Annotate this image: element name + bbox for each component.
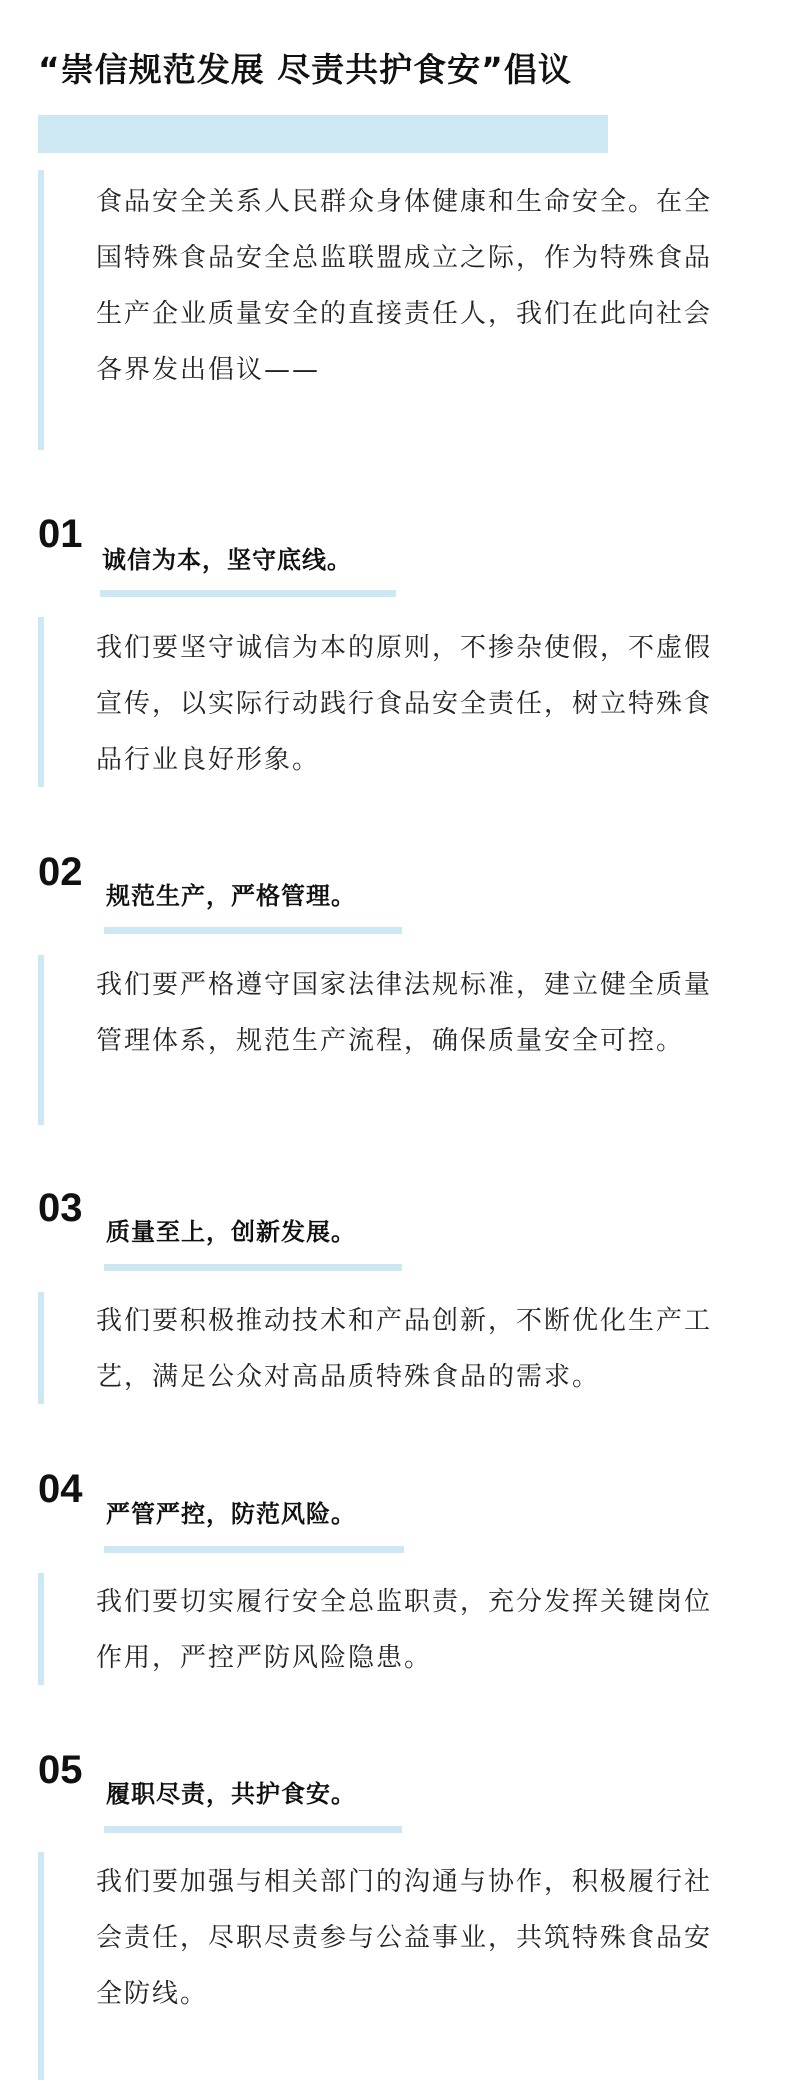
section-side-bar	[38, 1573, 44, 1685]
section-heading: 诚信为本，坚守底线。	[102, 546, 352, 574]
section-side-bar	[38, 955, 44, 1125]
section-heading-underline	[104, 927, 402, 934]
section-heading: 质量至上，创新发展。	[106, 1218, 356, 1246]
section-body: 我们要积极推动技术和产品创新，不断优化生产工艺，满足公众对高品质特殊食品的需求。	[96, 1306, 713, 1392]
section-number: 05	[38, 1748, 83, 1792]
section-heading-underline	[104, 1826, 402, 1833]
section-number: 04	[38, 1467, 83, 1511]
section-body: 我们要严格遵守国家法律法规标准，建立健全质量管理体系，规范生产流程，确保质量安全可控。	[96, 970, 713, 1056]
section-heading-underline	[104, 1546, 404, 1553]
page-title: “崇信规范发展 尽责共护食安”倡议	[38, 50, 572, 89]
section-body: 我们要坚守诚信为本的原则，不掺杂使假，不虚假宣传，以实际行动践行食品安全责任，树立特殊食品行业良好形象。	[96, 633, 713, 775]
section-heading-underline	[100, 590, 396, 597]
section-heading: 严管严控，防范风险。	[106, 1500, 356, 1528]
section-heading: 规范生产，严格管理。	[106, 882, 356, 910]
section-heading-underline	[104, 1264, 402, 1271]
intro-side-bar	[38, 170, 44, 450]
section-body: 我们要切实履行安全总监职责，充分发挥关键岗位作用，严控严防风险隐患。	[96, 1587, 713, 1673]
section-number: 02	[38, 850, 83, 894]
section-heading: 履职尽责，共护食安。	[106, 1780, 356, 1808]
section-number: 01	[38, 512, 83, 556]
section-side-bar	[38, 1292, 44, 1404]
section-body: 我们要加强与相关部门的沟通与协作，积极履行社会责任，尽职尽责参与公益事业，共筑特殊食品安全防线。	[96, 1867, 713, 2009]
title-highlight-bar	[38, 115, 608, 153]
section-side-bar	[38, 617, 44, 787]
section-number: 03	[38, 1186, 83, 1230]
section-side-bar	[38, 1852, 44, 2080]
intro-paragraph: 食品安全关系人民群众身体健康和生命安全。在全国特殊食品安全总监联盟成立之际，作为特殊食品生产企业质量安全的直接责任人，我们在此向社会各界发出倡议——	[96, 187, 713, 385]
